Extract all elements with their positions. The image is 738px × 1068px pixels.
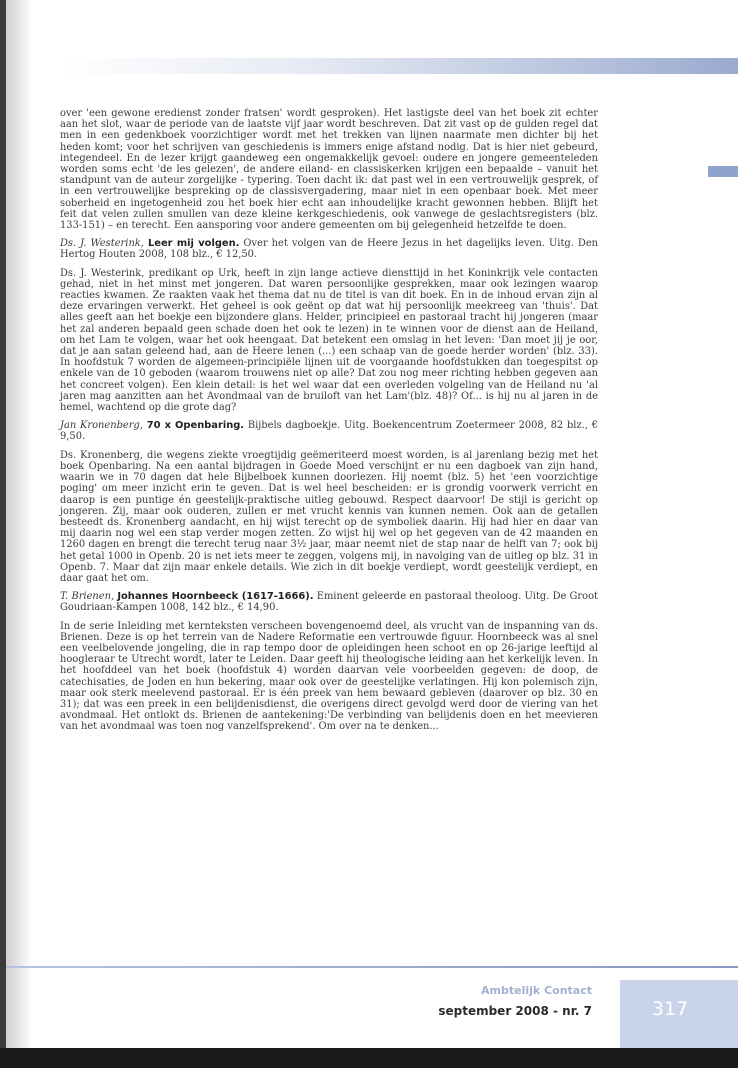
review-author: T. Brienen, — [60, 591, 115, 603]
section-tab-marker — [708, 166, 738, 177]
review-body-1: Ds. J. Westerink, predikant op Urk, heeft in zijn lange actieve diensttijd in het Koninkrijk vele contacten gehad, niet in het minst met jongeren. Dat waren persoonlijke gesprekken, maar ook lezingen waarop reacties kwamen. Ze raakten vaak het thema dat nu de titel is van dit boek. En in de inhoud ervan zijn al deze ervaringen verwerkt. Het geheel is ook geënt op dat wat hij persoonlijk meekreeg van 'thuis'. Dat alles geeft aan het boekje een bijzondere glans. Helder, principieel en pastoraal tracht hij jongeren (maar het zal anderen bepaald geen schade doen het ook te lezen) in te winnen voor de dienst aan de Heiland, om het Lam te volgen, waar het ook heengaat. Dat betekent een omslag in het leven: 'Dan moet jij je oor, dat je aan satan geleend had, aan de Heere lenen (...) een schaap van de goede herder worden' (blz. 33). In hoofdstuk 7 worden de algemeen-principiële lijnen uit de voorgaande hoofdstukken dan toegespitst op enkele van de 10 geboden (waarom trouwens niet op alle? Dat zou nog meer richting hebben gegeven aan het concreet volgen). Een klein detail: is het wel waar dat een overleden volgeling van de Heiland nu 'al jaren mag aanzitten aan het Avondmaal van de bruiloft van het Lam'(blz. 48)? Of... is hij nu al jaren in de hemel, wachtend op die grote dag? — [60, 267, 598, 414]
review-title: Leer mij volgen. — [147, 238, 240, 250]
review-details: Bijbels dagboekje. Uitg. Boekencentrum Zoetermeer 2008, 82 blz., € 9,50. — [60, 420, 598, 443]
intro-paragraph: over 'een gewone eredienst zonder fratsen' wordt gesproken). Het lastigste deel van het boek zit echter aan het slot, waar de periode van de laatste vijf jaar wordt beschreven. Dat zit vast op de gulden regel dat men in een gedenkboek voorzichtiger wordt met het trekken van lijnen naarmate men dichter bij het heden komt; voor het schrijven van geschiedenis is immers enige afstand nodig. Dat is hier niet gebeurd, integendeel. En de lezer krijgt gaandeweg een ongemakkelijk gevoel: oudere en jongere gemeenteleden worden soms echt 'de les gelezen', de andere eiland- en classiskerken krijgen een bepaalde – vanuit het standpunt van de auteur zorgelijke - typering. Toen dacht ik: dat past wel in een vertrouwelijk gesprek, of in een vertrouwelijke bespreking op de classisvergadering, maar niet in een openbaar boek. Met meer soberheid en ingetogenheid zou het boek hier echt aan inhoudelijke kracht gewonnen hebben. Blijft het feit dat velen zullen smullen van deze kleine kerkgeschiedenis, ook vanwege de geslachtsregisters (blz. 133-151) – en terecht. Een aansporing voor andere gemeenten om bij gelegenheid hetzelfde te doen. — [60, 108, 598, 232]
review-details: Eminent geleerde en pastoraal theoloog. Uitg. De Groot Goudriaan-Kampen 1008, 142 blz., € 14,90. — [60, 591, 598, 614]
magazine-name: Ambtelijk Contact — [481, 984, 592, 997]
page-gutter-shadow — [6, 0, 32, 1048]
review-header-1 — [60, 238, 598, 260]
review-author: Jan Kronenberg, — [60, 420, 143, 432]
review-body-2: Ds. Kronenberg, die wegens ziekte vroegtijdig geëmeriteerd moest worden, is al jarenlang bezig met het boek Openbaring. Na een aantal bijdragen in Goede Moed verschijnt er nu een dagboek van zijn hand, waarin we in 70 dagen dat hele Bijbelboek kunnen doorlezen. Hij noemt (blz. 5) het 'een voorzichtige poging' om meer inzicht erin te geven. Dat is wel heel bescheiden: er is grondig voorwerk verricht en daarop is een puntige én geestelijk-praktische uitleg gebouwd. Respect daarvoor! De stijl is gericht op jongeren. Zij, maar ook ouderen, zullen er met vrucht kennis van kunnen nemen. Ook aan de getallen besteedt ds. Kronenberg aandacht, en hij wijst terecht op de symboliek daarin. Hij had hier en daar van mij daarin nog wel een stap verder mogen zetten. Zo wijst hij wel op het gegeven van de 42 maanden en 1260 dagen en brengt die terecht terug naar 3½ jaar, maar neemt niet de stap naar de helft van 7; ook bij het getal 1000 in Openb. 20 is net iets meer te zeggen, volgens mij, in navolging van de uitleg op blz. 31 in Openb. 7. Maar dat zijn maar enkele details. Wie zich in dit boekje verdiept, wordt geestelijk verdiept, en daar gaat het om. — [60, 449, 598, 584]
article-body — [60, 108, 598, 740]
footer-rule — [6, 966, 738, 968]
page-number: 317 — [651, 998, 689, 1020]
issue-label: september 2008 - nr. 7 — [438, 1004, 592, 1018]
review-body-3: In de serie Inleiding met kernteksten verscheen bovengenoemd deel, als vrucht van de inspanning van ds. Brienen. Deze is op het terrein van de Nadere Reformatie een vertrouwde figuur. Hoornbeeck was al snel een veelbelovende jongeling, die in rap tempo door de opleidingen heen schoot en op 26-jarige leeftijd al hoogleraar te Utrecht wordt, later te Leiden. Daar geeft hij theologische leiding aan het kerkelijk leven. In het hoofddeel van het boek (hoofdstuk 4) worden daarvan vele voorbeelden gegeven: de doop, de catechisaties, de Joden en hun bekering, maar ook over de geestelijke verlatingen. Hij kon polemisch zijn, maar ook sterk meelevend pastoraal. Er is één preek van hem bewaard gebleven (daarover op blz. 30 en 31); dat was een preek in een belijdenisdienst, die overigens direct gevolgd werd door de viering van het avondmaal. Het ontlokt ds. Brienen de aantekening:'De verbinding van belijdenis doen en het meevieren van het avondmaal was toen nog vanzelfsprekend'. Om over na te denken... — [60, 620, 598, 733]
review-author: Ds. J. Westerink, — [60, 238, 144, 250]
review-title: Johannes Hoornbeeck (1617-1666). — [117, 591, 314, 603]
review-title: 70 x Openbaring. — [146, 420, 245, 432]
header-color-band — [60, 58, 738, 74]
review-header-3 — [60, 591, 598, 613]
review-header-2 — [60, 420, 598, 442]
scan-bottom-edge — [0, 1048, 738, 1068]
review-details: Over het volgen van de Heere Jezus in het dagelijks leven. Uitg. Den Hertog Houten 2008, 108 blz., € 12,50. — [60, 238, 599, 261]
